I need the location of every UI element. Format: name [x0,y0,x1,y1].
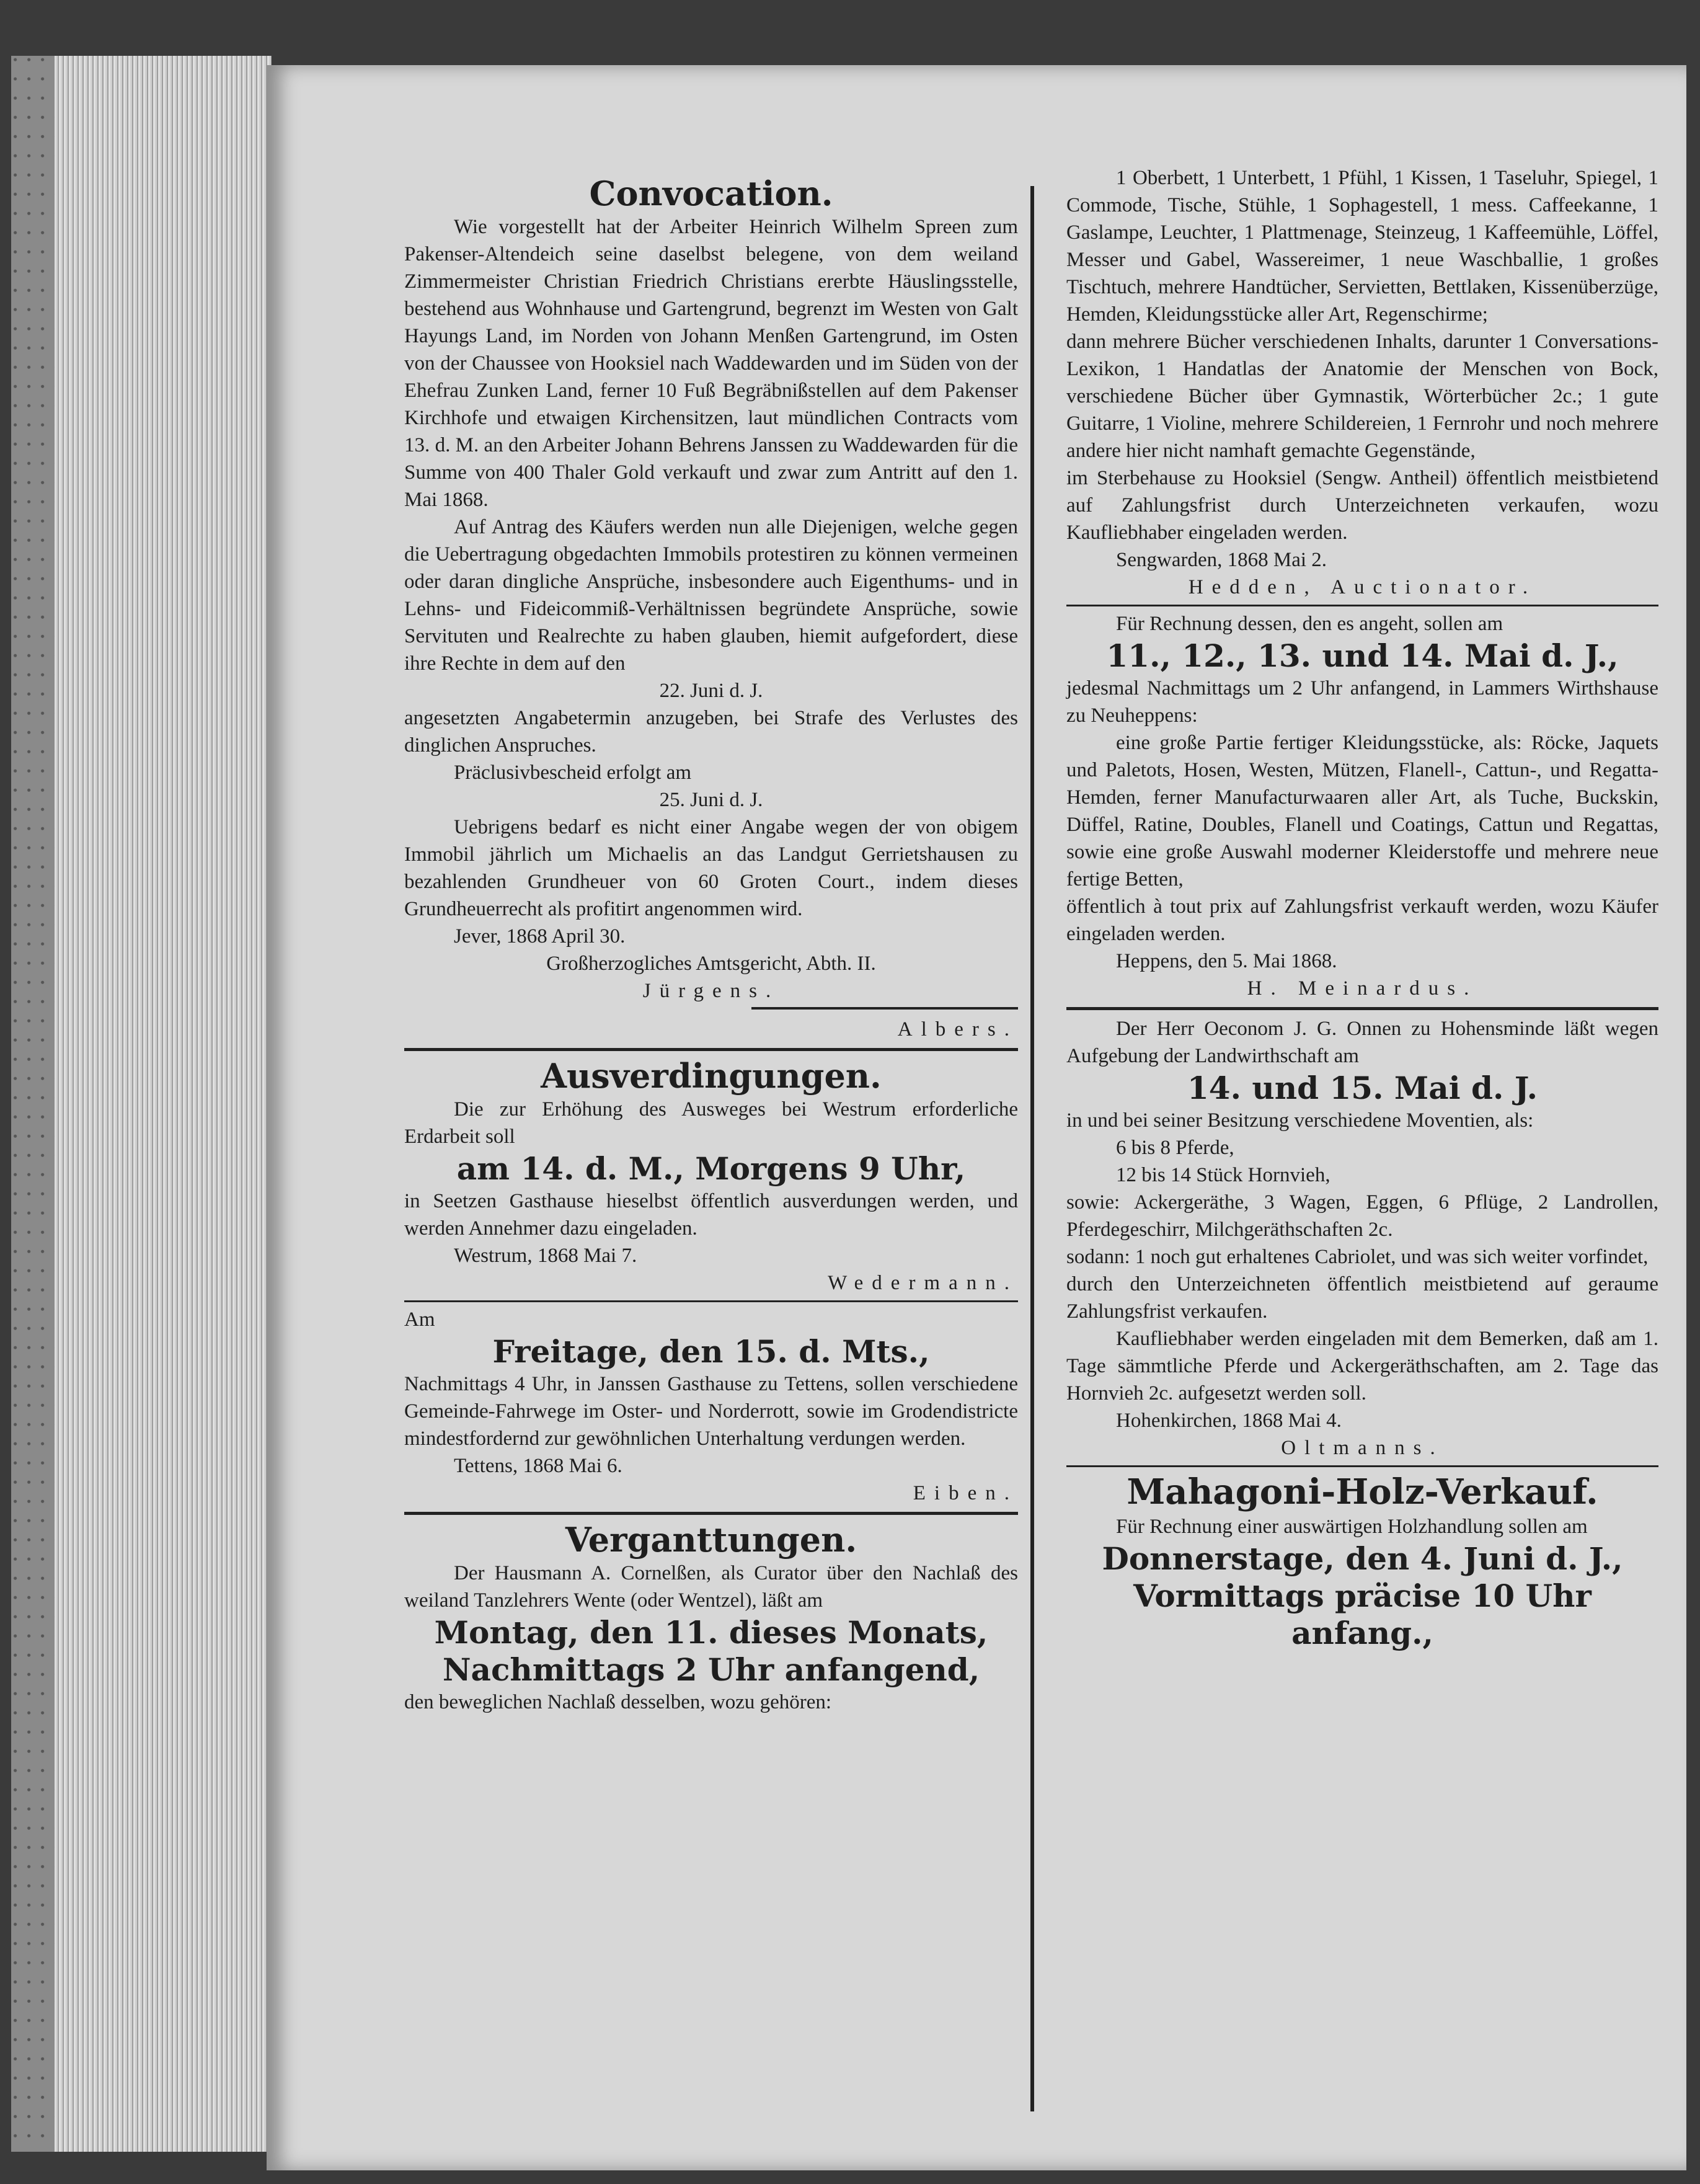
verganttungen-notice [404,1520,1018,1716]
kleidung-paragraph-1: Für Rechnung dessen, den es angeht, sollen am [1116,613,1503,635]
moventien-paragraph-3: durch den Unterzeichneten öffentlich meistbietend auf geraume Zahlungsfrist verkaufen. [1066,1273,1658,1323]
fahrwege-date-headline: Freitage, den 15. d. Mts., [492,1333,930,1370]
section-rule [1066,1007,1658,1010]
mahagoni-title: Mahagoni-Holz-Verkauf. [1127,1472,1598,1512]
mahagoni-date-headline-1: Donnerstage, den 4. Juni d. J., [1102,1540,1623,1577]
convocation-signature-2: Albers. [897,1018,1018,1041]
verganttungen-date-headline-2: Nachmittags 2 Uhr anfangend, [442,1651,980,1688]
kleidung-place-date: Heppens, den 5. Mai 1868. [1116,950,1337,972]
convocation-notice [404,174,1018,1043]
ausverdingungen-paragraph-1: Die zur Erhöhung des Ausweges bei Westrum erforderliche Erdarbeit soll [404,1098,1018,1148]
convocation-paragraph-5: Uebrigens bedarf es nicht einer Angabe wegen der von obigem Immobil jährlich um Michaelis an das Landgut Gerrietshausen zu bezahlenden Grundheuer von 60 Groten Court., indem dieses Grundheuerrecht als profitirt angenommen wird. [404,816,1018,920]
nachlass-items: 1 Oberbett, 1 Unterbett, 1 Pfühl, 1 Kissen, 1 Taseluhr, Spiegel, 1 Commode, Tische, Stühle, 1 Sophagestell, 1 mess. Caffeekanne, 1 Gaslampe, Leuchter, 1 Plattmenage, Steinzeug, 1 Kaffeemühle, Löffel, Messer und Gabel, Wassereimer, 1 neue Waschballie, 1 großes Tischtuch, mehrere Handtücher, Servietten, Bettlaken, Kissenüberzüge, Hemden, Kleidungsstücke aller Art, Regenschirme; [1066,167,1658,326]
fahrwege-notice [404,1306,1018,1507]
ausverdingungen-title: Ausverdingungen. [541,1056,882,1096]
convocation-place-date: Jever, 1868 April 30. [454,925,626,948]
convocation-date-2: 25. Juni d. J. [659,789,763,811]
moventien-paragraph-1: Der Herr Oeconom J. G. Onnen zu Hohensminde läßt wegen Aufgebung der Landwirthschaft am [1066,1018,1658,1067]
verganttungen-paragraph-1: Der Hausmann A. Cornelßen, als Curator über den Nachlaß des weiland Tanzlehrers Wente (oder Wentzel), läßt am [404,1562,1018,1612]
book-spine-edge [11,56,55,2152]
fahrwege-place-date: Tettens, 1868 Mai 6. [454,1455,622,1477]
kleidung-date-headline: 11., 12., 13. und 14. Mai d. J., [1106,637,1619,674]
nachlass-signature: Hedden, Auctionator. [1188,576,1537,598]
moventien-date-headline: 14. und 15. Mai d. J. [1187,1070,1538,1106]
moventien-signature: Oltmanns. [1281,1437,1444,1459]
section-rule [404,1512,1018,1515]
ausverdingungen-date-headline: am 14. d. M., Morgens 9 Uhr, [456,1150,966,1187]
nachlass-books: dann mehrere Bücher verschiedenen Inhalts, darunter 1 Conversations-Lexikon, 1 Handatlas der Anatomie der Menschen von Bock, verschiedene Bücher über Gymnastik, Wörterbücher 2c.; 1 gute Guitarre, 1 Violine, mehrere Schildereien, 1 Fernrohr und noch mehrere andere hier nicht namhaft gemachte Gegenstände, [1066,331,1658,462]
verganttungen-title: Verganttungen. [565,1520,857,1560]
section-rule [1066,605,1658,606]
ausverdingungen-signature: Wedermann. [828,1272,1018,1294]
convocation-signature-1: Jürgens. [642,980,780,1002]
moventien-paragraph-4: Kaufliebhaber werden eingeladen mit dem Bemerken, daß am 1. Tage sämmtliche Pferde und Ackergeräthschaften, am 2. Tage das Hornvieh 2c. aufgesetzt werden soll. [1066,1328,1658,1405]
moventien-place-date: Hohenkirchen, 1868 Mai 4. [1116,1409,1342,1432]
fahrwege-am: Am [404,1308,435,1331]
left-column [404,174,1018,1716]
verganttungen-date-headline-1: Montag, den 11. dieses Monats, [434,1614,988,1651]
moventien-item-2: 12 bis 14 Stück Hornvieh, [1116,1164,1330,1186]
moventien-auction-notice [1066,1015,1658,1462]
signature-rule [751,1007,1018,1010]
fahrwege-signature: Eiben. [913,1482,1018,1504]
convocation-court: Großherzogliches Amtsgericht, Abth. II. [546,952,876,975]
right-column [1066,164,1658,1652]
convocation-date-1: 22. Juni d. J. [659,680,763,702]
convocation-paragraph-1: Wie vorgestellt hat der Arbeiter Heinrich Wilhelm Spreen zum Pakenser-Altendeich seine daselbst belegene, von dem weiland Zimmermeister Christian Friedrich Christians ererbte Häuslingsstelle, bestehend aus Wohnhause und Gartengrund, begrenzt im Westen von Galt Hayungs Land, im Norden von Johann Menßen Gartengrund, im Osten von der Chaussee von Hooksiel nach Waddewarden und im Süden von der Ehefrau Zunken Land, ferner 10 Fuß Begräbnißstellen auf dem Pakenser Kirchhofe und etwaigen Kirchensitzen, laut mündlichen Contracts vom 13. d. M. an den Arbeiter Johann Behrens Janssen zu Waddewarden für die Summe von 400 Thaler Gold verkauft und zwar zum Antritt auf den 1. Mai 1868. [404,216,1018,511]
ausverdingungen-paragraph-2: in Seetzen Gasthause hieselbst öffentlich ausverdungen werden, und werden Annehmer dazu eingeladen. [404,1190,1018,1240]
moventien-paragraph-2: in und bei seiner Besitzung verschiedene Moventien, als: [1066,1109,1534,1132]
convocation-paragraph-4: Präclusivbescheid erfolgt am [454,761,692,784]
mahagoni-paragraph: Für Rechnung einer auswärtigen Holzhandlung sollen am [1116,1516,1588,1538]
moventien-item-3: sowie: Ackergeräthe, 3 Wagen, Eggen, 6 Pflüge, 2 Landrollen, Pferdegeschirr, Milchgeräthschaften 2c. [1066,1191,1658,1241]
section-rule [1066,1465,1658,1467]
column-divider [1030,186,1034,2111]
nachlass-auction: im Sterbehause zu Hooksiel (Sengw. Antheil) öffentlich meistbietend auf Zahlungsfrist durch Unterzeichneten verkaufen, wozu Kaufliebhaber eingeladen werden. [1066,467,1658,544]
section-rule [404,1048,1018,1051]
mahagoni-notice [1066,1471,1658,1652]
kleidung-items: eine große Partie fertiger Kleidungsstücke, als: Röcke, Jaquets und Paletots, Hosen, Westen, Mützen, Flanell-, Cattun-, und Regatta-Hemden, ferner Manufacturwaaren aller Art, als Tuche, Buckskin, Düffel, Ratine, Doubles, Flanell und Coatings, Cattun und Regattas, sowie eine große Auswahl moderner Kleiderstoffe und mehrere neue fertige Betten, [1066,732,1658,890]
convocation-title: Convocation. [589,174,833,213]
nachlass-place-date: Sengwarden, 1868 Mai 2. [1116,549,1327,571]
moventien-item-1: 6 bis 8 Pferde, [1116,1137,1234,1159]
kleidung-auction-notice [1066,610,1658,1002]
fahrwege-paragraph: Nachmittags 4 Uhr, in Janssen Gasthause zu Tettens, sollen verschiedene Gemeinde-Fahrwege im Oster- und Norderrott, sowie im Grodendistricte mindestfordernd zur gewöhnlichen Unterhaltung verdungen werden. [404,1373,1018,1450]
moventien-item-4: sodann: 1 noch gut erhaltenes Cabriolet, und was sich weiter vorfindet, [1066,1246,1649,1268]
mahagoni-date-headline-2: Vormittags präcise 10 Uhr anfang., [1133,1578,1592,1651]
newspaper-page [267,65,1686,2170]
convocation-paragraph-2: Auf Antrag des Käufers werden nun alle Diejenigen, welche gegen die Uebertragung obgedachten Immobils protestiren zu können vermeinen oder daran dingliche Ansprüche, insbesondere auch Eigenthums- und in Lehns- und Fideicommiß-Verhältnissen begründete Ansprüche, sowie Servituten und Realrechte zu haben glauben, hiemit aufgefordert, diese ihre Rechte in dem auf den [404,516,1018,675]
nachlass-continuation [1066,164,1658,601]
kleidung-paragraph-2: jedesmal Nachmittags um 2 Uhr anfangend, in Lammers Wirthshause zu Neuheppens: [1066,677,1658,727]
section-rule [404,1300,1018,1302]
convocation-paragraph-3: angesetzten Angabetermin anzugeben, bei Strafe des Verlustes des dinglichen Anspruches. [404,707,1018,757]
ausverdingungen-place-date: Westrum, 1868 Mai 7. [454,1245,637,1267]
ausverdingungen-notice [404,1056,1018,1297]
kleidung-signature: H. Meinardus. [1247,977,1478,1000]
kleidung-paragraph-4: öffentlich à tout prix auf Zahlungsfrist verkauft werden, wozu Käufer eingeladen werden. [1066,895,1658,945]
verganttungen-paragraph-2: den beweglichen Nachlaß desselben, wozu gehören: [404,1691,832,1713]
